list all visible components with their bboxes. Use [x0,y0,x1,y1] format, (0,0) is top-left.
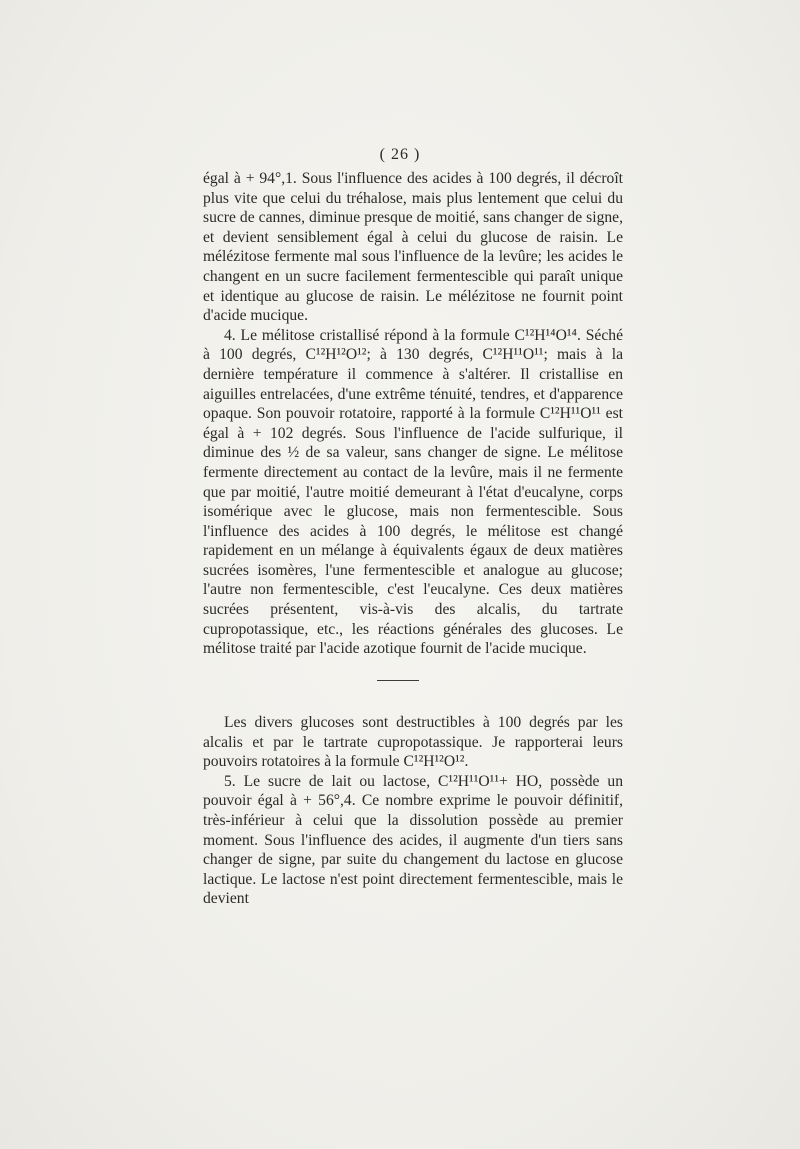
paragraph-glucoses: Les divers glucoses sont destructibles à 100 degrés par les alcalis et par le tartrate cupropotassique. Je rapporterai leurs pouvoirs rotatoires à la formule C¹²H¹²O¹². [203,714,623,771]
text-block-bottom [203,713,623,909]
paragraph-lactose: 5. Le sucre de lait ou lactose, C¹²H¹¹O¹¹+ HO, possède un pouvoir égal à + 56°,4. Ce nombre exprime le pouvoir définitif, très-inférieur à celui que la dissolution possède au premier moment. Sous l'influence des acides, il augmente d'un tiers sans changer de signe, par suite du changement du lactose en glucose lactique. Le lactose n'est point directement fermentescible, mais le devient [203,772,623,908]
text-block-top [203,169,623,659]
page-number: ( 26 ) [379,146,421,163]
section-divider [377,680,419,681]
paragraph-melezitose-continued: égal à + 94°,1. Sous l'influence des acides à 100 degrés, il décroît plus vite que celui du tréhalose, mais plus lentement que celui du sucre de cannes, diminue presque de moitié, sans changer de signe, et devient sensiblement égal à celui du glucose de raisin. Le mélézitose fermente mal sous l'influence de la levûre; les acides le changent en un sucre facilement fermentescible qui paraît unique et identique au glucose de raisin. Le mélézitose ne fournit point d'acide mucique. [203,170,623,325]
paragraph-melitose: 4. Le mélitose cristallisé répond à la formule C¹²H¹⁴O¹⁴. Séché à 100 degrés, C¹²H¹²O¹²; à 130 degrés, C¹²H¹¹O¹¹; mais à la dernière température il commence à s'altérer. Il cristallise en aiguilles entrelacées, d'une extrême ténuité, tendres, et d'apparence opaque. Son pouvoir rotatoire, rapporté à la formule C¹²H¹¹O¹¹ est égal à + 102 degrés. Sous l'influence de l'acide sulfurique, il diminue des ½ de sa valeur, sans changer de signe. Le mélitose fermente directement au contact de la levûre, mais il ne fermente que par moitié, l'autre moitié demeurant à l'état d'eucalyne, corps isomérique avec le glucose, mais non fermentescible. Sous l'influence des acides à 100 degrés, le mélitose est changé rapidement en un mélange à équivalents égaux de deux matières sucrées isomères, l'une fermentescible et analogue au glucose; l'autre non fermentescible, c'est l'eucalyne. Ces deux matières sucrées présentent, vis-à-vis des alcalis, du tartrate cupropotassique, etc., les réactions générales des glucoses. Le mélitose traité par l'acide azotique fournit de l'acide mucique. [203,326,623,658]
